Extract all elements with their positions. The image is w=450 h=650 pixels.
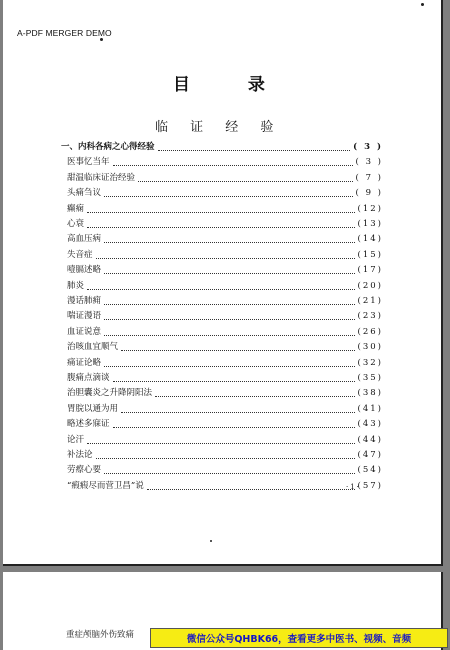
toc-leader-dots <box>104 272 355 274</box>
toc-entry-page: (35) <box>357 373 383 383</box>
toc-entry-page: (21) <box>357 296 383 306</box>
toc-entry-label: 劳瘵心要 <box>67 465 102 476</box>
toc-leader-dots <box>158 149 351 151</box>
toc-entry-label: 医事忆当年 <box>67 157 110 168</box>
toc-leader-dots <box>96 457 355 459</box>
toc-entry[interactable] <box>67 311 383 322</box>
toc-entry-label: 漫话肺痈 <box>67 296 102 306</box>
toc-leader-dots <box>87 226 355 228</box>
toc-entry-page: (47) <box>357 450 383 460</box>
toc-leader-dots <box>113 426 355 428</box>
toc-entry[interactable] <box>67 188 383 199</box>
page-title: 目 录 <box>173 75 291 95</box>
toc-entry-page: (14) <box>357 234 383 245</box>
toc-entry[interactable] <box>61 142 383 153</box>
toc-leader-dots <box>87 211 355 213</box>
toc-entry-label: 治咳血宜顺气 <box>67 342 119 353</box>
toc-entry[interactable] <box>67 219 383 230</box>
toc-entry-label: 略述多寐证 <box>67 419 110 430</box>
toc-entry-label: 腹痛点滴谈 <box>67 373 110 383</box>
toc-entry[interactable] <box>67 388 383 399</box>
toc-entry-label: 肺炎 <box>67 280 85 291</box>
toc-entry-page: (26) <box>357 326 383 337</box>
toc-leader-dots <box>104 195 353 197</box>
page-number: ·1· <box>346 483 361 491</box>
toc-entry-page: (17) <box>357 265 383 276</box>
toc-entry-page: (20) <box>357 280 383 291</box>
toc-entry-label: 痛证论略 <box>67 357 102 368</box>
table-of-contents <box>3 0 443 566</box>
toc-leader-dots <box>113 380 355 382</box>
toc-entry[interactable] <box>67 342 383 353</box>
scan-speck <box>210 540 212 542</box>
toc-entry[interactable] <box>67 373 383 384</box>
toc-entry-label: 噎膈述略 <box>67 265 102 276</box>
toc-leader-dots <box>104 365 355 367</box>
toc-entry-label: 血证说意 <box>67 326 102 337</box>
toc-entry[interactable] <box>67 296 383 307</box>
toc-entry-page: (57) <box>357 480 383 491</box>
toc-entry-page: (43) <box>357 419 383 430</box>
toc-entry-label: 失音症 <box>67 249 93 260</box>
toc-entry[interactable] <box>67 173 383 184</box>
toc-entry[interactable] <box>67 358 383 369</box>
toc-entry-label: 甜温临床证治经验 <box>67 172 136 183</box>
toc-entry-page: (13) <box>357 219 383 229</box>
toc-entry[interactable] <box>67 250 383 261</box>
toc-entry[interactable] <box>67 265 383 276</box>
toc-entry-label: 喘证漫语 <box>67 311 102 322</box>
toc-entry[interactable] <box>67 481 383 492</box>
toc-entry-label: 头痛刍议 <box>67 188 102 199</box>
toc-entry[interactable] <box>67 234 383 245</box>
toc-entry-label: 高血压病 <box>67 234 102 245</box>
toc-entry-page: (32) <box>357 357 383 368</box>
toc-entry-label: “瘕瘕尽而营卫昌”说 <box>67 480 144 491</box>
toc-entry[interactable] <box>67 435 383 446</box>
toc-entry-page: (12) <box>357 203 383 214</box>
section-title: 临 证 经 验 <box>155 120 283 135</box>
toc-leader-dots <box>138 180 353 182</box>
toc-leader-dots <box>104 241 355 243</box>
toc-entry-label: 一、内科各病之心得经验 <box>61 142 155 152</box>
toc-entry[interactable] <box>67 157 383 168</box>
toc-leader-dots <box>104 318 355 320</box>
document-page <box>3 0 443 566</box>
toc-entry-page: (41) <box>357 403 383 414</box>
toc-entry-page: (15) <box>357 249 383 260</box>
toc-entry-page: ( 7 ) <box>355 172 383 183</box>
toc-leader-dots <box>121 411 355 413</box>
toc-entry-page: (44) <box>357 434 383 445</box>
wechat-banner: 微信公众号QHBK66，查看更多中医书、视频、音频 <box>150 628 448 648</box>
toc-entry-label: 论汗 <box>67 434 85 445</box>
toc-entry-label: 治胆囊炎之升降阴阳法 <box>67 388 153 399</box>
toc-entry[interactable] <box>67 281 383 292</box>
toc-entry-page: (54) <box>357 465 383 476</box>
toc-leader-dots <box>147 488 355 490</box>
toc-leader-dots <box>87 442 355 444</box>
toc-leader-dots <box>113 164 353 166</box>
toc-entry[interactable] <box>67 419 383 430</box>
toc-entry-page: ( 3 ) <box>355 157 383 168</box>
toc-entry-page: ( 3 ) <box>353 142 383 152</box>
toc-leader-dots <box>104 303 355 305</box>
toc-entry-label: 癫痫 <box>67 203 85 214</box>
toc-entry-label: 胃脘以通为用 <box>67 403 119 414</box>
toc-entry[interactable] <box>67 204 383 215</box>
toc-leader-dots <box>104 472 355 474</box>
toc-entry[interactable] <box>67 465 383 476</box>
demo-watermark: A-PDF MERGER DEMO <box>17 28 112 38</box>
toc-entry[interactable] <box>67 450 383 461</box>
next-page-text: 重症颅脑外伤致痛 <box>66 630 135 640</box>
toc-leader-dots <box>96 257 355 259</box>
toc-entry-page: ( 9 ) <box>355 188 383 199</box>
toc-leader-dots <box>104 334 355 336</box>
toc-entry-label: 心衰 <box>67 219 85 229</box>
toc-leader-dots <box>121 349 355 351</box>
toc-entry-page: (23) <box>357 311 383 322</box>
toc-entry[interactable] <box>67 327 383 338</box>
toc-entry-label: 补法论 <box>67 450 93 460</box>
toc-entry-page: (30) <box>357 342 383 353</box>
toc-entry-page: (38) <box>357 388 383 399</box>
toc-entry[interactable] <box>67 404 383 415</box>
toc-leader-dots <box>87 288 355 290</box>
toc-leader-dots <box>155 395 355 397</box>
